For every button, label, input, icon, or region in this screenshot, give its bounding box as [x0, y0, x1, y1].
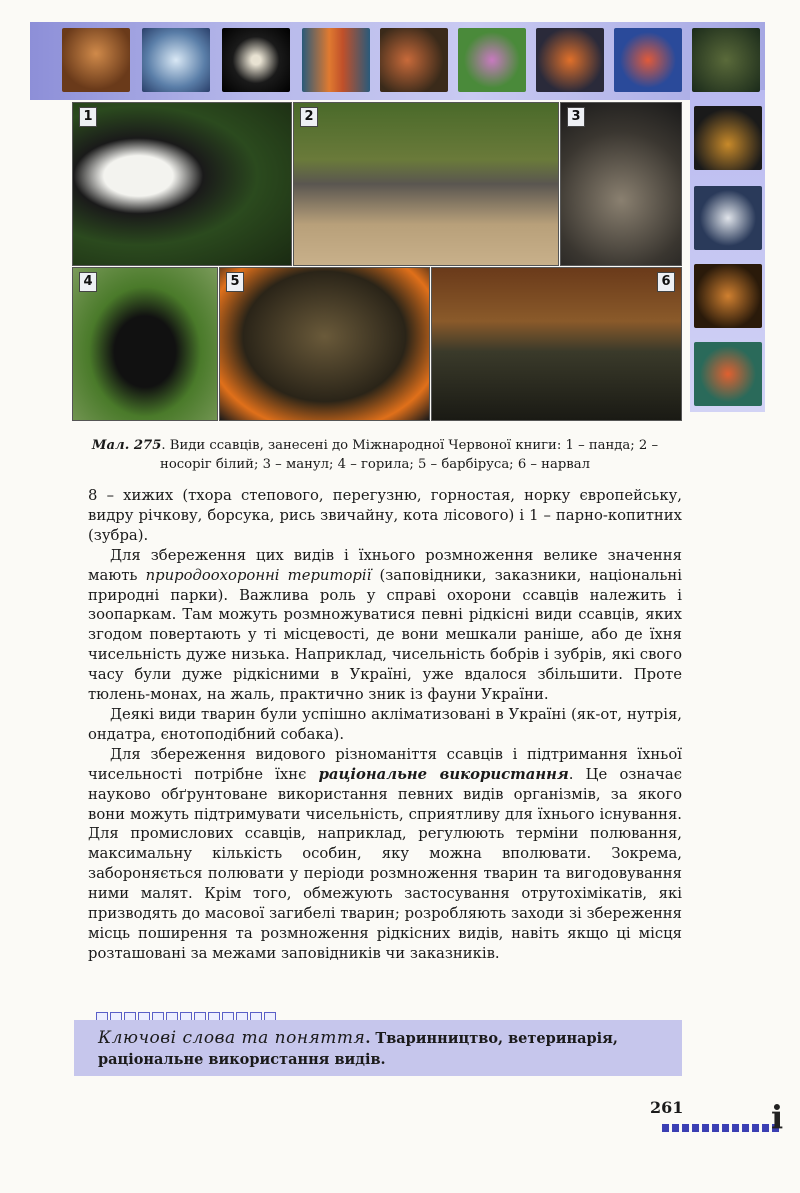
photo-narwhal [431, 267, 682, 421]
page-dots [662, 1124, 779, 1132]
panel-number: 4 [79, 272, 97, 292]
thumbnail-bird [694, 186, 762, 250]
thumbnail-worm [380, 28, 448, 92]
panel-number: 6 [657, 272, 675, 292]
caption-label: Мал. 275 [91, 438, 162, 453]
thumbnail-microorganism [142, 28, 210, 92]
thumbnail-tiger [694, 264, 762, 328]
panel-number: 1 [79, 107, 97, 127]
thumbnail-butterfly [458, 28, 526, 92]
photo-panda [72, 102, 292, 266]
term: природоохоронні території [145, 566, 372, 584]
thumbnail-fish [614, 28, 682, 92]
panel-number: 5 [226, 272, 244, 292]
photo-manul [560, 102, 682, 266]
thumbnail-sponge [302, 28, 370, 92]
info-icon: i [771, 1098, 784, 1136]
photo-gorilla [72, 267, 218, 421]
text: Для збереження цих видів і їхнього розмноження велике значення мають [88, 546, 682, 584]
photo-white-rhinoceros [293, 102, 559, 266]
thumbnail-monkey [62, 28, 130, 92]
thumbnail-snake [694, 106, 762, 170]
paragraph: Деякі види тварин були успішно акліматизовані в Україні (як-от, нутрія, ондатра, єнотоподібний собака). [88, 705, 682, 743]
paragraph [88, 745, 682, 964]
thumbnail-lizard [692, 28, 760, 92]
figure-caption [70, 436, 680, 474]
paragraph [88, 546, 682, 705]
text: Для збереження видового різноманіття ссавців і підтримання їхньої чисельності потрібне їхнє [88, 745, 682, 783]
paragraph: 8 – хижих (тхора степового, перегузню, горностая, норку європейську, видру річкову, борсука, рись звичайну, кота лісового) і 1 – парно-копитних (зубра). [88, 487, 682, 544]
term: раціональне використання [318, 765, 569, 783]
thumbnail-crab [536, 28, 604, 92]
thumbnail-skeleton [222, 28, 290, 92]
text: . Це означає науково обґрунтоване використання певних видів організмів, за якого вони можуть підтримувати чисельність, сприятливу для їхнього існування. Для промислових ссавців, наприклад, регулюють терміни полювання, максимальну кількість особин, яку можна вполювати. Зокрема, забороняється полювати у періоди розмноження тварин та вигодовування ними малят. Крім того, обмежують застосування отрутохімікатів, які призводять до масової загибелі тварин; розробляють заходи зі збереження місць поширення та розмноження рідкісних видів, навіть якщо ці місця розташовані за межами заповідників чи заказників. [88, 765, 682, 962]
panel-number: 2 [300, 107, 318, 127]
keywords-heading: Ключові слова та поняття [98, 1028, 366, 1048]
panel-number: 3 [567, 107, 585, 127]
page-number: 261 [650, 1098, 684, 1117]
thumbnail-kingfisher [694, 342, 762, 406]
photo-babirusa [219, 267, 430, 421]
caption-text: . Види ссавців, занесені до Міжнародної Червоної книги: 1 – панда; 2 – носоріг білий; 3 – манул; 4 – горила; 5 – барбіруса; 6 – нарвал [160, 438, 659, 472]
text: (заповідники, заказники, національні природні парки). Важлива роль у справі охорони ссавців належить і зоопаркам. Там можуть розмножуватися певні рідкісні види ссавців, яких згодом повертають у ті місцевості, де вони мешкали раніше, або де їхня чисельність дуже низька. Наприклад, чисельність бобрів і зубрів, які свого часу були дуже рідкісними в Україні, уже вдалося збільшити. Проте тюлень-монах, на жаль, практично зник із фауни України. [88, 566, 682, 704]
keywords-text: . Тваринництво, ветеринарія, раціональне використання видів. [98, 1030, 618, 1068]
keywords-box [74, 1020, 682, 1076]
body-text [88, 486, 682, 964]
